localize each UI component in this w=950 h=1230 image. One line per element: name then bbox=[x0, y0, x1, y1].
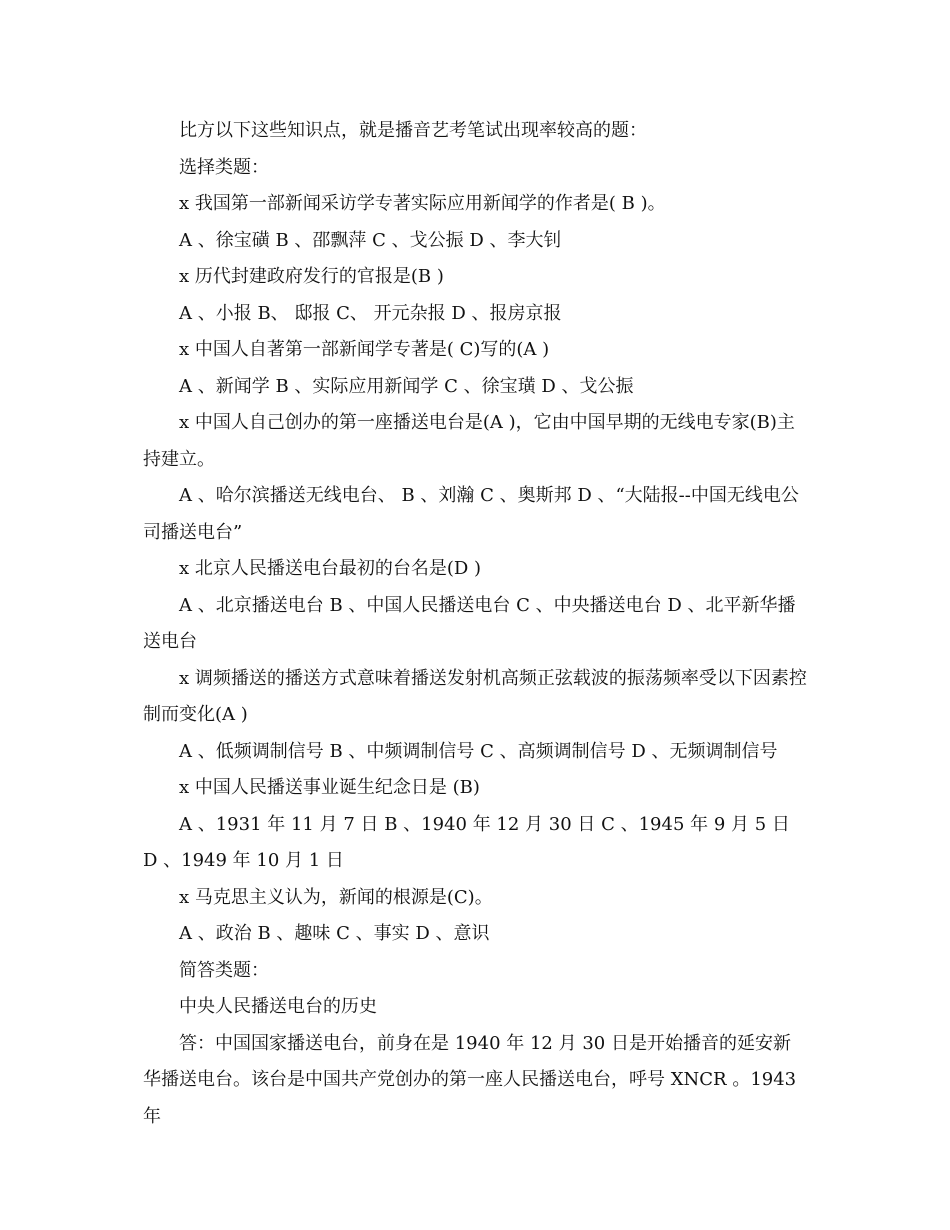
question-2: x 历代封建政府发行的官报是(B ) bbox=[179, 266, 444, 287]
options-5: A 、北京播送电台 B 、中国人民播送电台 C 、中央播送电台 D 、北平新华播送电台 bbox=[143, 594, 796, 652]
options-7: A 、1931 年 11 月 7 日 B 、1940 年 12 月 30 日 C 、1945 年 9 月 5 日 D 、1949 年 10 月 1 日 bbox=[143, 813, 790, 871]
short-answer-text: 答：中国国家播送电台，前身在是 1940 年 12 月 30 日是开始播音的延安新华播送电台。该台是中国共产党创办的第一座人民播送电台，呼号 XNCR 。1943 年 bbox=[143, 1032, 797, 1127]
question-1: x 我国第一部新闻采访学专著实际应用新闻学的作者是( B )。 bbox=[179, 193, 666, 214]
document-body bbox=[143, 113, 808, 1135]
question-6: x 调频播送的播送方式意味着播送发射机高频正弦载波的振荡频率受以下因素控制而变化(A ) bbox=[143, 667, 807, 725]
question-7: x 中国人民播送事业诞生纪念日是 (B) bbox=[179, 777, 480, 798]
section-heading-choice: 选择类题： bbox=[179, 156, 269, 178]
question-4: x 中国人自己创办的第一座播送电台是(A )，它由中国早期的无线电专家(B)主持建立。 bbox=[143, 412, 795, 470]
question-3: x 中国人自著第一部新闻学专著是( C)写的(A ) bbox=[179, 339, 550, 360]
options-8: A 、政治 B 、趣味 C 、事实 D 、意识 bbox=[179, 923, 490, 944]
options-3: A 、新闻学 B 、实际应用新闻学 C 、徐宝璜 D 、戈公振 bbox=[179, 375, 634, 397]
question-5: x 北京人民播送电台最初的台名是(D ) bbox=[179, 558, 482, 579]
intro-paragraph: 比方以下这些知识点，就是播音艺考笔试出现率较高的题： bbox=[179, 120, 647, 141]
short-answer-question: 中央人民播送电台的历史 bbox=[179, 996, 377, 1017]
options-1: A 、徐宝磺 B 、邵飘萍 C 、戈公振 D 、李大钊 bbox=[179, 229, 562, 251]
options-4: A 、哈尔滨播送无线电台、 B 、刘瀚 C 、奥斯邦 D 、“大陆报--中国无线电公司播送电台” bbox=[143, 485, 799, 543]
section-heading-short-answer: 简答类题： bbox=[179, 959, 269, 981]
question-8: x 马克思主义认为，新闻的根源是(C)。 bbox=[179, 886, 493, 908]
options-2: A 、小报 B、 邸报 C、 开元杂报 D 、报房京报 bbox=[179, 302, 562, 324]
options-6: A 、低频调制信号 B 、中频调制信号 C 、高频调制信号 D 、无频调制信号 bbox=[179, 740, 778, 762]
